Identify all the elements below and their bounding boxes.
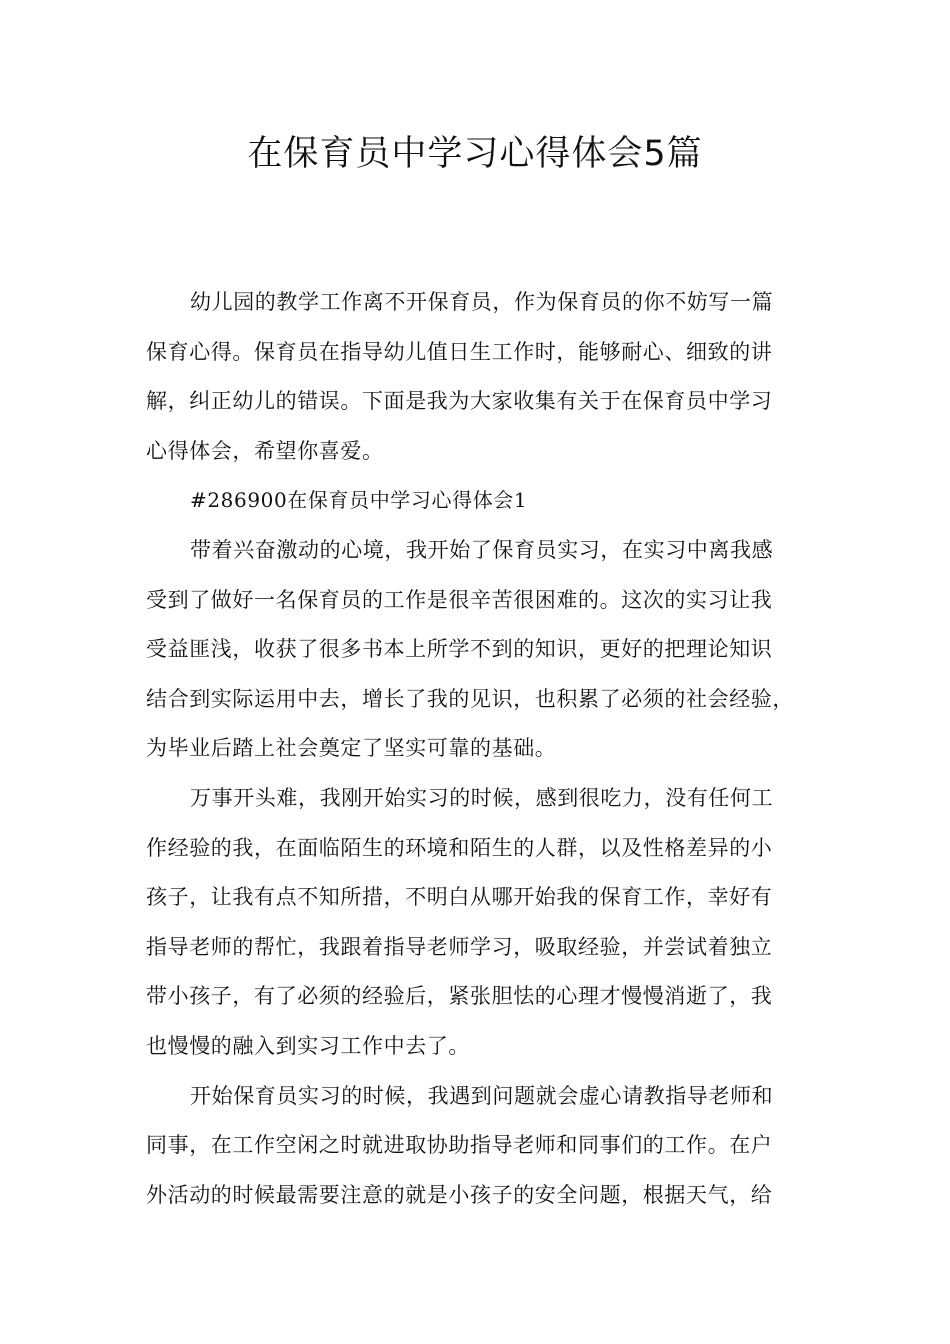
text-line: 开始保育员实习的时候，我遇到问题就会虚心请教指导老师和: [190, 1083, 774, 1108]
text-line: 指导老师的帮忙，我跟着指导老师学习，吸取经验，并尝试着独立: [146, 934, 773, 959]
document-title: 在保育员中学习心得体会5篇: [247, 134, 703, 174]
document-body: [146, 278, 828, 1220]
text-line: 结合到实际运用中去，增长了我的见识，也积累了必须的社会经验，: [146, 686, 794, 711]
text-line: 带着兴奋激动的心境，我开始了保育员实习，在实习中离我感: [190, 537, 774, 562]
text-line: 受到了做好一名保育员的工作是很辛苦很困难的。这次的实习让我: [146, 587, 773, 612]
text-line: 心得体会，希望你喜爱。: [146, 438, 384, 463]
text-line: 外活动的时候最需要注意的就是小孩子的安全问题，根据天气，给: [146, 1182, 773, 1207]
section-heading: #286900在保育员中学习心得体会1: [190, 488, 528, 513]
text-line: 受益匪浅，收获了很多书本上所学不到的知识，更好的把理论知识: [146, 637, 773, 662]
text-line: 解，纠正幼儿的错误。下面是我为大家收集有关于在保育员中学习: [146, 389, 773, 414]
text-line: 带小孩子，有了必须的经验后，紧张胆怯的心理才慢慢消逝了，我: [146, 984, 773, 1009]
text-line: 幼儿园的教学工作离不开保育员，作为保育员的你不妨写一篇: [190, 290, 774, 314]
text-line: 作经验的我，在面临陌生的环境和陌生的人群，以及性格差异的小: [146, 835, 773, 860]
text-line: 万事开头难，我刚开始实习的时候，感到很吃力，没有任何工: [190, 785, 774, 810]
text-line: 同事，在工作空闲之时就进取协助指导老师和同事们的工作。在户: [146, 1133, 773, 1158]
text-line: 保育心得。保育员在指导幼儿值日生工作时，能够耐心、细致的讲: [146, 339, 773, 364]
text-line: 为毕业后踏上社会奠定了坚实可靠的基础。: [146, 736, 557, 761]
text-line: 孩子，让我有点不知所措，不明白从哪开始我的保育工作，幸好有: [146, 885, 773, 910]
text-line: 也慢慢的融入到实习工作中去了。: [146, 1033, 470, 1058]
